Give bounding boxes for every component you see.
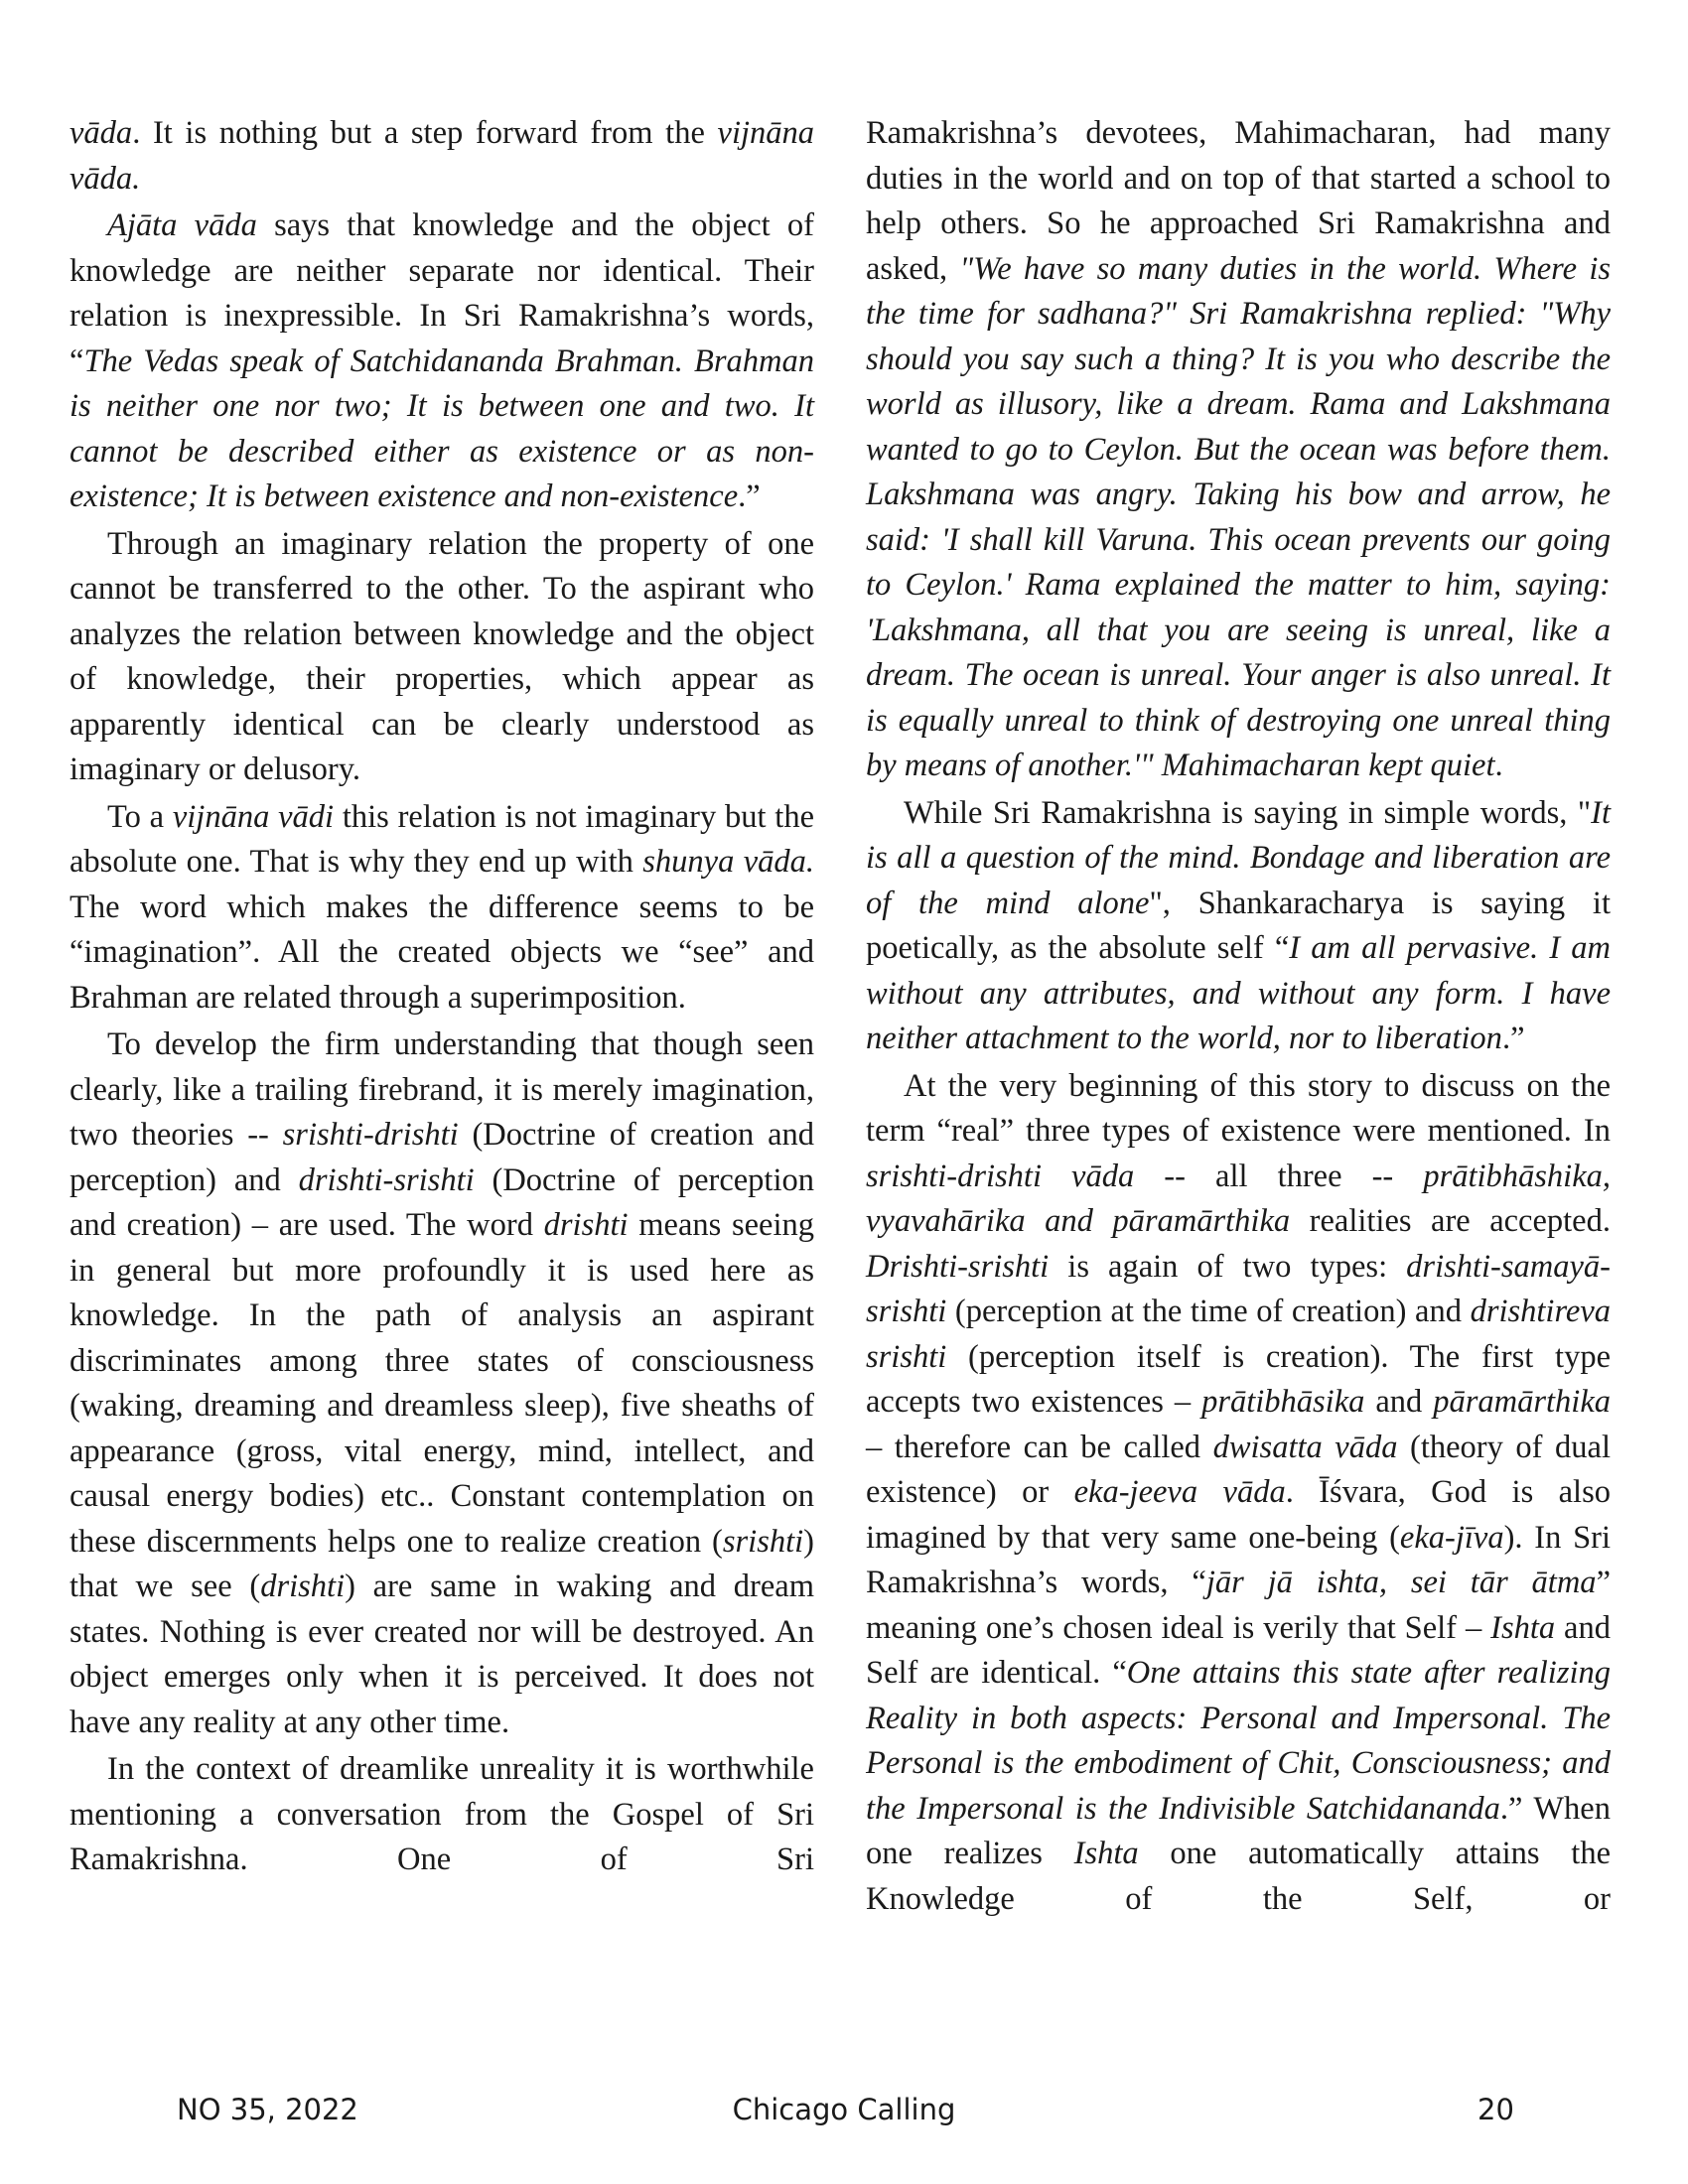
italic-term: jār jā ishta, sei tār ātma bbox=[1205, 1565, 1597, 1600]
text-span: In the context of dreamlike unreality it is worthwhile mentioning a conversation from the Gospel of Sri Ramakrishna. One of Sri bbox=[70, 1751, 814, 1877]
text-span: -- all three -- bbox=[1134, 1158, 1424, 1194]
text-span: . Īśvara, God is also imagined by that very same one-being ( bbox=[866, 1474, 1611, 1556]
text-span: While Sri Ramakrishna is saying in simple words, " bbox=[904, 794, 1592, 831]
italic-term: drishti-samayā-srishti bbox=[866, 1248, 1611, 1329]
text-span: To a bbox=[107, 798, 173, 835]
quote-italic: I am all pervasive. I am without any attributes, and without any form. I have neither attachment to the world, nor to liberation bbox=[866, 930, 1612, 1056]
italic-term: Ishta bbox=[1073, 1836, 1139, 1871]
italic-term: Drishti-srishti bbox=[866, 1248, 1050, 1285]
text-span: and bbox=[1364, 1384, 1434, 1420]
text-span: (perception itself is creation). The first type accepts two existences – bbox=[866, 1338, 1611, 1420]
text-span: says that knowledge and the object of knowledge are neither separate nor identical. Their relation is inexpressible. In Sri Ramakrishna’s words, “ bbox=[70, 207, 814, 379]
left-column bbox=[70, 111, 814, 1885]
italic-term: eka-jeeva vāda bbox=[1073, 1474, 1286, 1510]
italic-term: prātibhāshika, vyavahārika and pāramārthika bbox=[866, 1158, 1611, 1239]
text-span: . bbox=[1494, 748, 1503, 783]
italic-term: srishti-drishti vāda bbox=[866, 1158, 1135, 1194]
italic-term: dwisatta vāda bbox=[1212, 1429, 1398, 1465]
text-span: The word which makes the difference seems to be “imagination”. All the created objects we “see” and Brahman are related through a superimposition. bbox=[70, 888, 814, 1016]
paragraph bbox=[70, 204, 814, 520]
text-span: At the very beginning of this story to discuss on the term “real” three types of existence were mentioned. In bbox=[866, 1067, 1611, 1149]
italic-term: vāda bbox=[70, 115, 133, 151]
text-span: this relation is not imaginary but the absolute one. That is why they end up with bbox=[70, 798, 815, 880]
text-span: . It is nothing but a step forward from the bbox=[132, 115, 718, 151]
italic-term: vijnāna vādi bbox=[172, 798, 335, 835]
text-span: and Self are identical. “ bbox=[866, 1609, 1611, 1691]
paragraph bbox=[866, 111, 1611, 789]
publication-title: Chicago Calling bbox=[732, 2093, 956, 2126]
right-column bbox=[866, 111, 1611, 1924]
italic-term: srishti-drishti bbox=[282, 1117, 459, 1153]
page-number: 20 bbox=[1477, 2093, 1514, 2126]
italic-term: drishti bbox=[260, 1569, 346, 1604]
text-span: ” meaning one’s chosen ideal is verily that Self – bbox=[866, 1565, 1611, 1646]
text-span: Ramakrishna’s devotees, Mahimacharan, had many duties in the world and on top of that started a school to help others. So he approached Sri Ramakrishna and asked, bbox=[866, 115, 1611, 287]
quote-italic: The Vedas speak of Satchidananda Brahman. Brahman is neither one nor two; It is between one and two. It cannot be described either as existence or as non-existence; It is between existence and non-existence bbox=[70, 342, 814, 514]
italic-term: pāramārthika bbox=[1433, 1384, 1611, 1420]
text-span: realities are accepted. bbox=[1290, 1203, 1611, 1239]
text-span: .” When one realizes bbox=[866, 1790, 1611, 1871]
text-span: one automatically attains the Knowledge of the Self, or bbox=[866, 1836, 1611, 1917]
text-span: ", Shankaracharya is saying it poetically, as the absolute self “ bbox=[866, 885, 1611, 966]
text-span: ) that we see ( bbox=[70, 1523, 814, 1604]
paragraph bbox=[866, 791, 1611, 1062]
text-span: (Doctrine of creation and perception) and bbox=[70, 1117, 814, 1198]
italic-term: vijnāna vāda. bbox=[70, 115, 814, 197]
text-span: ) are same in waking and dream states. Nothing is ever created nor will be destroyed. An object emerges only when it is perceived. It does not have any reality at any other time. bbox=[70, 1569, 814, 1740]
text-span: (theory of dual existence) or bbox=[866, 1429, 1611, 1510]
paragraph bbox=[70, 111, 814, 202]
quote-italic: "We have so many duties in the world. Where is the time for sadhana?" Sri Ramakrishna replied: "Why should you say such a thing? It is you who describe the world as illusory, like a dream. Rama and Lakshmana wanted to go to Ceylon. But the ocean was before them. Lakshmana was angry. Taking his bow and arrow, he said: 'I shall kill Varuna. This ocean prevents our going to Ceylon.' Rama explained the matter to him, saying: 'Lakshmana, all that you are seeing is unreal, like a dream. The ocean is unreal. Your anger is also unreal. It is equally unreal to think of destroying one unreal thing by means of another.'" Mahimacharan kept quiet bbox=[866, 250, 1612, 783]
text-span: means seeing in general but more profoundly it is used here as knowledge. In the path of analysis an aspirant discriminates among three states of consciousness (waking, dreaming and dreamless sleep), five sheaths of appearance (gross, vital energy, mind, intellect, and causal energy bodies) etc.. Constant contemplation on these discernments helps one to realize creation ( bbox=[70, 1207, 814, 1560]
italic-term: drishti bbox=[543, 1207, 629, 1243]
page-footer bbox=[0, 2093, 1688, 2132]
italic-term: srishti bbox=[722, 1523, 804, 1560]
italic-term: drishtireva srishti bbox=[866, 1294, 1611, 1375]
text-span: – therefore can be called bbox=[866, 1429, 1213, 1465]
text-span: (perception at the time of creation) and bbox=[946, 1294, 1471, 1329]
paragraph bbox=[70, 522, 814, 793]
text-span: To develop the firm understanding that though seen clearly, like a trailing firebrand, it is merely imagination, two theories -- bbox=[70, 1026, 814, 1153]
italic-term: prātibhāsika bbox=[1201, 1384, 1365, 1420]
text-span: Through an imaginary relation the property of one cannot be transferred to the other. To the aspirant who analyzes the relation between knowledge and the object of knowledge, their properties, which appear as apparently identical can be clearly understood as imaginary or delusory. bbox=[70, 525, 814, 787]
quote-italic: It is all a question of the mind. Bondage and liberation are of the mind alone bbox=[866, 794, 1611, 921]
paragraph bbox=[866, 1064, 1611, 1923]
italic-term: Ishta bbox=[1490, 1609, 1556, 1646]
text-span: (Doctrine of perception and creation) – are used. The word bbox=[70, 1161, 814, 1243]
text-span: is again of two types: bbox=[1049, 1248, 1407, 1285]
text-span: .” bbox=[1501, 1021, 1525, 1056]
paragraph bbox=[70, 1747, 814, 1883]
italic-term: drishti-srishti bbox=[298, 1161, 475, 1198]
text-span: ). In Sri Ramakrishna’s words, “ bbox=[866, 1519, 1611, 1600]
issue-label: NO 35, 2022 bbox=[177, 2093, 358, 2126]
italic-term: eka-jīva bbox=[1399, 1519, 1504, 1556]
paragraph bbox=[70, 1023, 814, 1745]
paragraph bbox=[70, 795, 814, 1022]
italic-term: shunya vāda. bbox=[642, 844, 815, 880]
italic-term: Ajāta vāda bbox=[107, 207, 257, 243]
quote-italic: One attains this state after realizing Reality in both aspects: Personal and Impersonal. The Personal is the embodiment of Chit, Consciousness; and the Impersonal is the Indivisible Satchidananda bbox=[866, 1655, 1611, 1827]
text-span: .” bbox=[738, 478, 761, 514]
